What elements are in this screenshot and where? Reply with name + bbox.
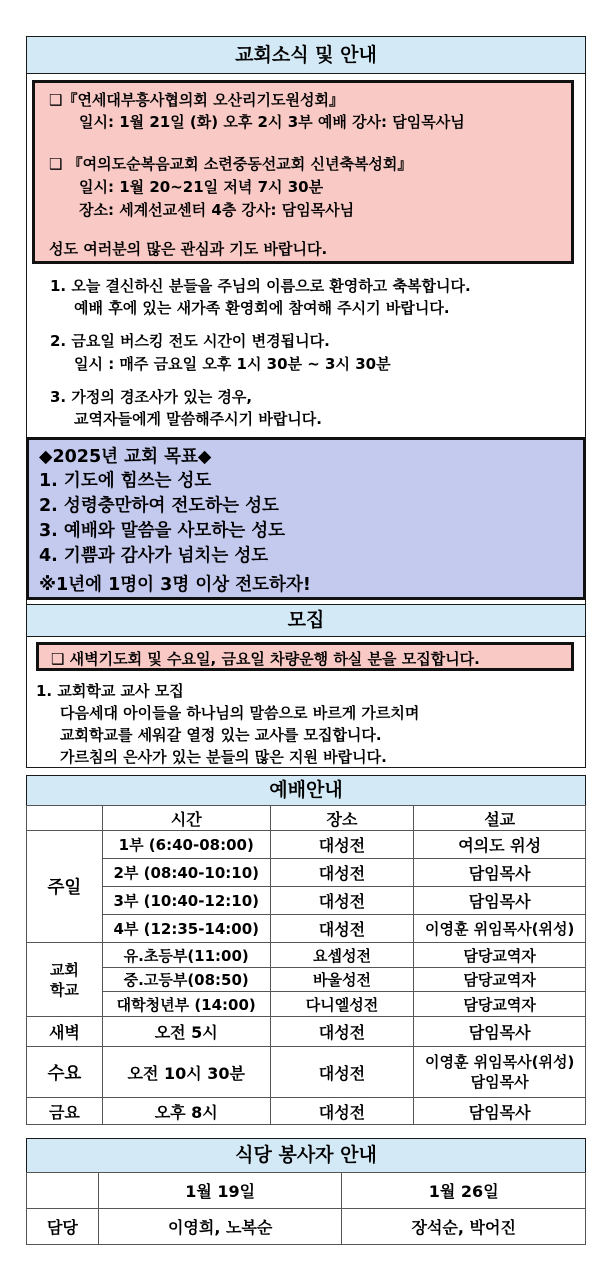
notice-line-6: 성도 여러분의 많은 관심과 기도 바랍니다. (49, 240, 328, 258)
worship-header-row (27, 806, 586, 831)
time-cell: 대학청년부 (14:00) (102, 992, 270, 1017)
worship-table (26, 805, 586, 1125)
cafeteria-names-1: 이영희, 노복순 (98, 1209, 342, 1245)
news-section-title: 교회소식 및 안내 (26, 36, 586, 74)
table-row (27, 992, 586, 1017)
wed-preacher-line-1: 이영훈 위임목사(위성) (424, 1053, 575, 1071)
cafeteria-blank (27, 1173, 99, 1209)
table-row (27, 831, 586, 859)
time-cell: 유.초등부(11:00) (102, 943, 270, 968)
fri-label: 금요 (27, 1098, 103, 1125)
preacher-cell: 담임목사 (414, 1017, 586, 1047)
recruit-notice-box (36, 642, 574, 671)
place-cell: 대성전 (270, 915, 414, 943)
place-cell: 대성전 (270, 887, 414, 915)
header-place: 장소 (270, 806, 414, 831)
time-cell: 오후 8시 (102, 1098, 270, 1125)
recruit-line-4: 가르침의 은사가 있는 분들의 많은 지원 바랍니다. (60, 748, 387, 766)
preacher-cell: 이영훈 위임목사(위성) (414, 915, 586, 943)
cafeteria-names-2: 장석순, 박어진 (342, 1209, 586, 1245)
goals-box (26, 437, 586, 600)
preacher-cell: 담임목사 (414, 859, 586, 887)
sunday-label: 주일 (27, 831, 103, 943)
table-row (27, 1017, 586, 1047)
time-cell: 오전 5시 (102, 1017, 270, 1047)
notice-line-4: 일시: 1월 20~21일 저녁 7시 30분 (79, 178, 324, 196)
cafeteria-table (26, 1172, 586, 1245)
header-time: 시간 (102, 806, 270, 831)
preacher-cell: 담임목사 (414, 1098, 586, 1125)
place-cell: 대성전 (270, 1047, 414, 1098)
table-row (27, 915, 586, 943)
header-preacher: 설교 (414, 806, 586, 831)
time-cell: 2부 (08:40-10:10) (102, 859, 270, 887)
recruit-line-1: 1. 교회학교 교사 모집 (36, 682, 184, 700)
table-row (27, 859, 586, 887)
goal-item-2: 2. 성령충만하여 전도하는 성도 (39, 496, 279, 516)
notice-line-2: 일시: 1월 21일 (화) 오후 2시 3부 예배 강사: 담임목사님 (79, 113, 465, 131)
school-label-line-1: 교회 (49, 960, 79, 979)
preacher-cell: 담당교역자 (414, 968, 586, 992)
wed-preacher-line-2: 담임목사 (470, 1073, 529, 1091)
recruit-section-title: 모집 (26, 604, 586, 637)
time-cell: 오전 10시 30분 (102, 1047, 270, 1098)
notice-line-1: ❑『연세대부흥사협의회 오산리기도원성회』 (49, 91, 345, 109)
news-item-1-line-1: 1. 오늘 결신하신 분들을 주님의 이름으로 환영하고 축복합니다. (50, 277, 471, 295)
time-cell: 중.고등부(08:50) (102, 968, 270, 992)
goals-footer: ※1년에 1명이 3명 이상 전도하자! (39, 575, 311, 595)
preacher-cell: 담당교역자 (414, 992, 586, 1017)
recruit-line-3: 교회학교를 세워갈 열정 있는 교사를 모집합니다. (60, 726, 382, 744)
news-item-3-line-2: 교역자들에게 말씀해주시기 바랍니다. (74, 410, 322, 428)
place-cell: 요셉성전 (270, 943, 414, 968)
recruit-line-2: 다음세대 아이들을 하나님의 말씀으로 바르게 가르치며 (60, 704, 420, 722)
cafeteria-date-1: 1월 19일 (98, 1173, 342, 1209)
news-item-3-line-1: 3. 가정의 경조사가 있는 경우, (50, 388, 253, 406)
goal-item-3: 3. 예배와 말씀을 사모하는 성도 (39, 521, 286, 541)
news-notice-box (32, 80, 574, 264)
cafeteria-section-title: 식당 봉사자 안내 (26, 1138, 586, 1173)
cafeteria-names-row (27, 1209, 586, 1245)
place-cell: 대성전 (270, 859, 414, 887)
place-cell: 대성전 (270, 831, 414, 859)
worship-section-title: 예배안내 (26, 775, 586, 806)
news-item-1-line-2: 예배 후에 있는 새가족 환영회에 참여해 주시기 바랍니다. (74, 299, 450, 317)
goal-item-1: 1. 기도에 힘쓰는 성도 (39, 471, 212, 491)
table-row (27, 943, 586, 968)
notice-line-3: ❑ 『여의도순복음교회 소련중동선교회 신년축복성회』 (49, 155, 413, 173)
preacher-cell (414, 1047, 586, 1098)
cafeteria-duty-label: 담당 (27, 1209, 99, 1245)
news-item-2-line-2: 일시 : 매주 금요일 오후 1시 30분 ~ 3시 30분 (74, 355, 391, 373)
preacher-cell: 담당교역자 (414, 943, 586, 968)
table-row (27, 968, 586, 992)
recruit-notice: ❑ 새벽기도회 및 수요일, 금요일 차량운행 하실 분을 모집합니다. (51, 650, 480, 668)
preacher-cell: 담임목사 (414, 887, 586, 915)
time-cell: 4부 (12:35-14:00) (102, 915, 270, 943)
table-row (27, 1098, 586, 1125)
table-row (27, 887, 586, 915)
news-item-2-line-1: 2. 금요일 버스킹 전도 시간이 변경됩니다. (50, 332, 330, 350)
wed-label: 수요 (27, 1047, 103, 1098)
place-cell: 대성전 (270, 1017, 414, 1047)
table-row (27, 1047, 586, 1098)
header-blank (27, 806, 103, 831)
goal-item-4: 4. 기쁨과 감사가 넘치는 성도 (39, 546, 269, 566)
place-cell: 바울성전 (270, 968, 414, 992)
goals-title: ◆2025년 교회 목표◆ (39, 447, 212, 467)
preacher-cell: 여의도 위성 (414, 831, 586, 859)
place-cell: 대성전 (270, 1098, 414, 1125)
notice-line-5: 장소: 세계선교센터 4층 강사: 담임목사님 (79, 201, 355, 219)
cafeteria-date-2: 1월 26일 (342, 1173, 586, 1209)
cafeteria-date-row (27, 1173, 586, 1209)
dawn-label: 새벽 (27, 1017, 103, 1047)
place-cell: 다니엘성전 (270, 992, 414, 1017)
school-label-line-2: 학교 (49, 980, 79, 999)
school-label (27, 943, 103, 1017)
time-cell: 1부 (6:40-08:00) (102, 831, 270, 859)
time-cell: 3부 (10:40-12:10) (102, 887, 270, 915)
